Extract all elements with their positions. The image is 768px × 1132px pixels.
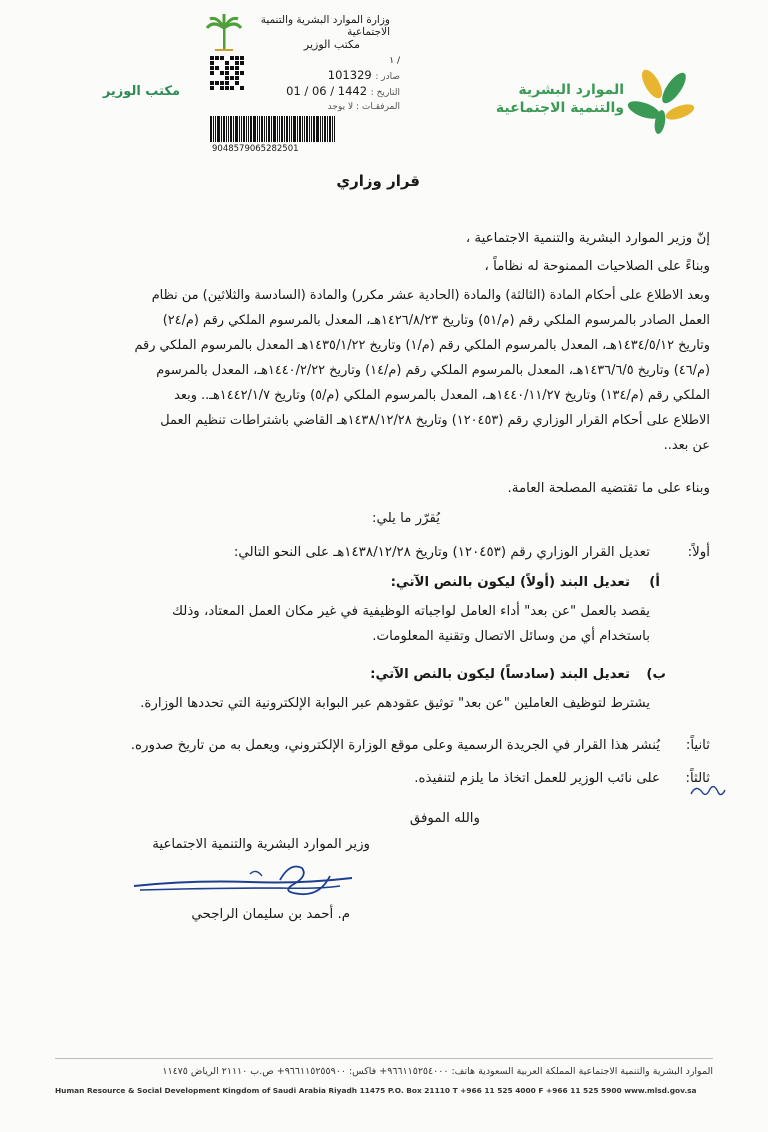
office-label: مكتب الوزير [102,84,180,99]
first-text: تعديل القرار الوزاري رقم (١٢٠٤٥٣) وتاريخ ١٤٣٨/١٢/٢٨هـ على النحو التالي: [233,545,650,560]
item-a-title: تعديل البند (أولاً) ليكون بالنص الآتي: [390,575,630,590]
page-ref: ١ / [389,56,400,66]
intro-line-2: وبناءً على الصلاحيات الممنوحة له نظاماً ، [484,259,710,274]
logo-text-line1: الموارد البشرية [518,82,624,98]
intro-line-1: إنّ وزير الموارد البشرية والتنمية الاجتماعية ، [465,231,710,246]
date-value: 1442 / 06 / 01 [286,84,368,98]
second-text: يُنشر هذا القرار في الجريدة الرسمية وعلى موقع الوزارة الإلكتروني، ويعمل به من تاريخ صدوره. [130,738,660,753]
first-label: أولاً: [687,545,710,560]
attachments-value: لا يوجد [327,102,354,112]
barcode [210,116,360,142]
third-text: على نائب الوزير للعمل اتخاذ ما يلزم لتنفيذه. [414,771,660,786]
minister-office-label: مكتب الوزير [303,38,360,51]
item-a-label: أ) [649,575,660,590]
signer-name: م. أحمد بن سليمان الراجحي [191,907,350,922]
issue-number: 101329 [327,68,372,82]
footer-divider [55,1058,713,1059]
initials-mark-icon [688,780,728,802]
footer-arabic: الموارد البشرية والتنمية الاجتماعية المملكة العربية السعودية هاتف: ٩٦٦١١٥٢٥٤٠٠٠+ فاكس: ٩٦٦١١٥٢٥٥٩٠٠+ ص.ب ٢١١١٠ الرياض ١١٤٧٥ [162,1066,713,1077]
closing-line: والله الموفق [409,811,480,826]
palm-emblem-icon [205,14,243,54]
ministry-logo-icon [622,66,712,136]
paragraph-line: (م/٤٦) وتاريخ ١٤٣٦/٦/٥هـ، المعدل بالمرسوم الملكي رقم (م/١٤) وتاريخ ١٤٤٠/٢/٢٢هـ، المعدل بالمرسوم [156,363,710,378]
paragraph-line: العمل الصادر بالمرسوم الملكي رقم (م/٥١) وتاريخ ١٤٢٦/٨/٢٣هـ، المعدل بالمرسوم الملكي رقم (م/٢٤) [162,313,710,328]
qr-code-icon [210,56,244,90]
paragraph-line: الاطلاع على أحكام القرار الوزاري رقم (١٢٠٤٥٣) وتاريخ ١٤٣٨/١٢/٢٨هـ القاضي باشتراطات تنظيم العمل [160,413,710,428]
item-a-text-1: يقصد بالعمل "عن بعد" أداء العامل لواجباته الوظيفية في غير مكان العمل المعتاد، وذلك [171,604,650,619]
attachments-label: المرفقـات : [355,102,400,112]
paragraph-line: عن بعد.. [663,438,710,453]
item-b-label: ب) [646,667,666,682]
date-row [262,84,400,98]
signer-title: وزير الموارد البشرية والتنمية الاجتماعية [152,837,370,852]
second-label: ثانياً: [685,738,710,753]
issue-number-label: صادر : [375,72,400,82]
item-a-text-2: باستخدام أي من وسائل الاتصال وتقنية المعلومات. [372,629,650,644]
decides-heading: يُقرّر ما يلي: [372,511,440,526]
paragraph-line: وتاريخ ١٤٣٤/٥/١٢هـ، المعدل بالمرسوم الملكي رقم (م/١) وتاريخ ١٤٣٥/١/٢٢هـ المعدل بالمرسوم الملكي رقم [134,338,710,353]
intro-line-3: وبناء على ما تقتضيه المصلحة العامة. [507,481,710,496]
footer-english: Human Resource & Social Development Kingdom of Saudi Arabia Riyadh 11475 P.O. Box 21110 T +966 11 525 4000 F +966 11 525 5900 www.mlsd.gov.sa [55,1086,697,1095]
item-b-title: تعديل البند (سادساً) ليكون بالنص الآتي: [370,667,630,682]
attachments-row [262,102,400,112]
paragraph-line: وبعد الاطلاع على أحكام المادة (الثالثة) والمادة (الحادية عشر مكرر) والمادة (السادسة والثلاثين) من نظام [151,288,710,303]
logo-text-line2: والتنمية الاجتماعية [495,100,624,116]
item-b-text: يشترط لتوظيف العاملين "عن بعد" توثيق عقودهم عبر البوابة الإلكترونية التي تحددها الوزارة. [140,696,650,711]
main-paragraph [60,283,710,458]
signature-icon [130,858,360,900]
date-label: التاريخ : [370,88,400,98]
ministry-name: وزارة الموارد البشرية والتنمية الاجتماعية [260,14,390,38]
issue-number-row [262,68,400,82]
third-label: ثالثاً: [685,771,710,786]
barcode-number: 9048579065282501 [212,144,299,154]
paragraph-line: الملكي رقم (م/١٣٤) وتاريخ ١٤٤٠/١١/٢٧هـ، المعدل بالمرسوم الملكي (م/٥) وتاريخ ١٤٤٢/١/٧هـ.. وبعد [174,388,710,403]
document-title: قرار وزاري [336,172,420,190]
